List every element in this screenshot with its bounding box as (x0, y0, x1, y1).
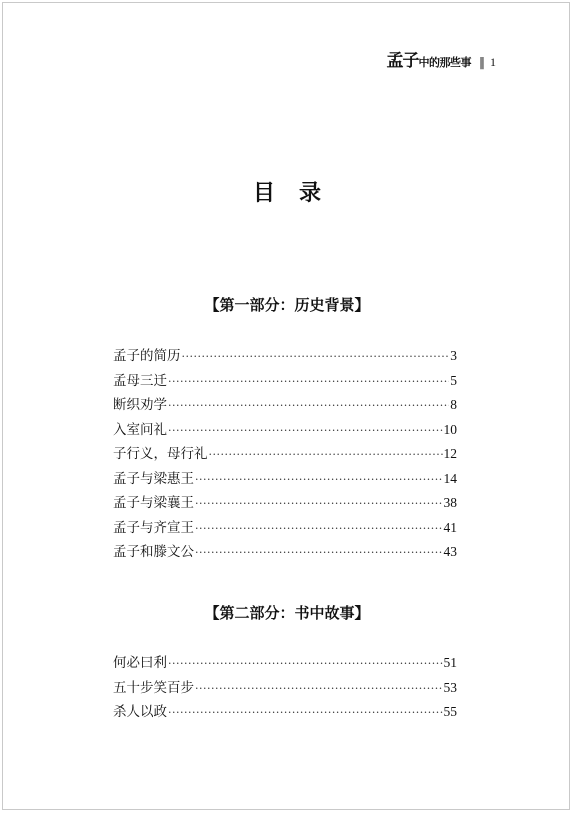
toc-entry-page: 3 (450, 348, 457, 363)
section-heading-2: 【第二部分：书中故事】 (204, 604, 370, 622)
toc-entry-title: 五十步笑百步 (113, 679, 194, 696)
toc-entry-page: 51 (443, 655, 457, 670)
toc-entry-title: 孟母三迁 (113, 372, 167, 389)
leader-dots (168, 399, 449, 412)
toc-entry-page: 8 (450, 397, 457, 412)
toc-entry-page: 10 (443, 421, 457, 437)
leader-dots (195, 473, 443, 486)
toc-entry-page: 41 (443, 519, 457, 535)
toc-entry-title: 孟子的简历 (113, 348, 181, 364)
toc-entry-title: 孟子与齐宣王 (113, 519, 194, 536)
toc-entry-page: 5 (450, 372, 457, 388)
toc-entry[interactable] (113, 700, 457, 725)
toc-entry-title: 杀人以政 (113, 704, 167, 720)
leader-dots (195, 522, 443, 535)
toc-entry[interactable] (113, 491, 457, 516)
toc-entry[interactable] (113, 516, 457, 541)
toc-entry[interactable] (113, 418, 457, 443)
page-number: 1 (490, 55, 496, 69)
leader-dots (209, 448, 443, 461)
header-separator: ‖ (479, 55, 485, 69)
running-header (387, 46, 497, 71)
section-heading-1: 【第一部分：历史背景】 (204, 296, 370, 314)
toc-entry[interactable] (113, 540, 457, 565)
leader-dots (168, 375, 449, 388)
leader-dots (168, 706, 443, 719)
toc-entry-title: 子行义，母行礼 (113, 446, 208, 462)
leader-dots (195, 682, 443, 695)
toc-entry-title: 孟子和滕文公 (113, 544, 194, 560)
toc-entry-page: 55 (443, 704, 457, 719)
toc-list-1 (113, 344, 457, 565)
toc-entry-page: 14 (443, 470, 457, 486)
book-title-sub: 中的那些事 (418, 56, 471, 69)
toc-entry-page: 12 (443, 446, 457, 461)
toc-entry-page: 43 (443, 544, 457, 559)
leader-dots (182, 350, 450, 363)
toc-list-2 (113, 651, 457, 725)
toc-entry-page: 53 (443, 679, 457, 695)
toc-entry[interactable] (113, 676, 457, 701)
toc-entry[interactable] (113, 344, 457, 369)
leader-dots (168, 424, 443, 437)
book-title-main: 孟子 (386, 51, 419, 71)
toc-entry[interactable] (113, 369, 457, 394)
toc-entry[interactable] (113, 651, 457, 676)
toc-entry-title: 孟子与梁惠王 (113, 470, 194, 487)
toc-entry-page: 38 (443, 495, 457, 510)
toc-entry[interactable] (113, 442, 457, 467)
toc-entry-title: 孟子与梁襄王 (113, 495, 194, 511)
toc-entry-title: 入室问礼 (113, 421, 167, 438)
toc-entry[interactable] (113, 467, 457, 492)
leader-dots (168, 657, 443, 670)
toc-entry[interactable] (113, 393, 457, 418)
toc-title: 目录 (252, 181, 345, 206)
toc-entry-title: 何必曰利 (113, 655, 167, 671)
leader-dots (195, 497, 443, 510)
toc-entry-title: 断织劝学 (113, 397, 167, 413)
leader-dots (195, 546, 443, 559)
